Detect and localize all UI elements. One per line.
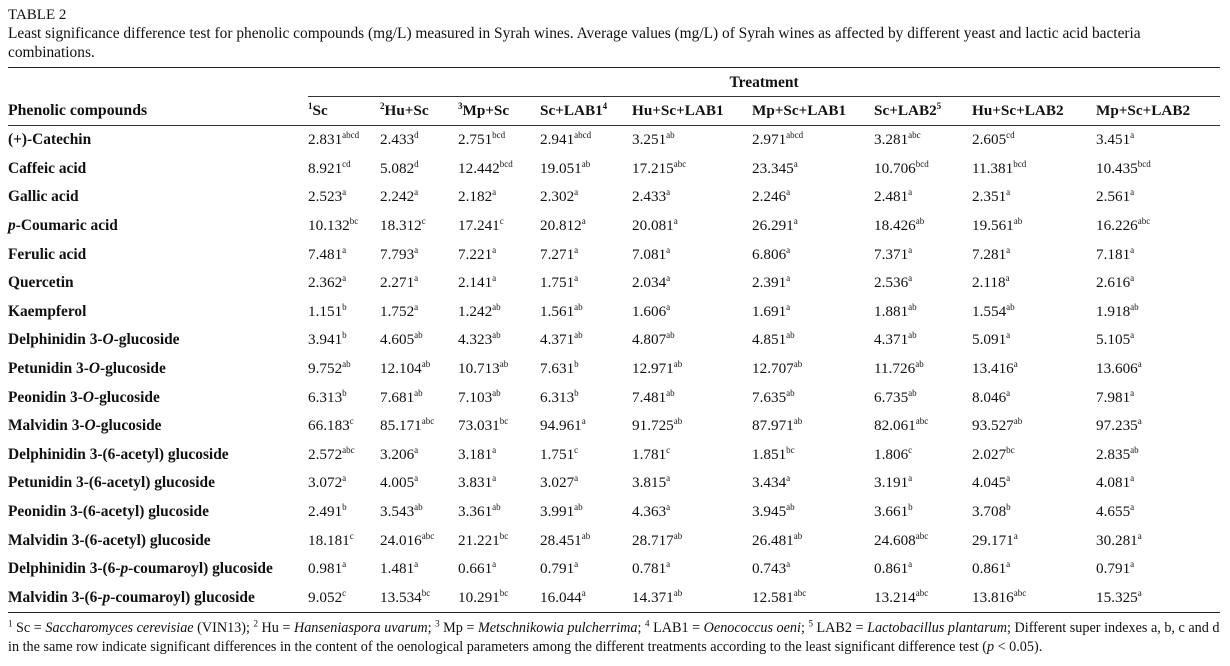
- value-cell: 11.381$^{bcd}$: [972, 158, 1027, 177]
- value-cell: 7.221$^a$: [458, 244, 497, 263]
- value-cell: 7.103$^{ab}$: [458, 387, 501, 406]
- value-cell: 3.815$^a$: [632, 473, 671, 492]
- table-row: [8, 183, 1220, 212]
- compound-name: Delphinidin 3-O-glucoside: [8, 331, 180, 349]
- value-cell: 2.433$^d$: [380, 130, 419, 149]
- value-cell: 91.725$^{ab}$: [632, 416, 683, 435]
- value-cell: 28.451$^{ab}$: [540, 530, 591, 549]
- value-cell: 2.271$^a$: [380, 273, 419, 292]
- value-cell: 4.605$^{ab}$: [380, 330, 423, 349]
- bottom-rule: [8, 612, 1220, 613]
- value-cell: 1.918$^{ab}$: [1096, 301, 1139, 320]
- value-cell: 2.302$^a$: [540, 187, 579, 206]
- value-cell: 3.206$^a$: [380, 444, 419, 463]
- value-cell: 1.752$^a$: [380, 301, 419, 320]
- value-cell: 1.151$^b$: [308, 301, 347, 320]
- table-label: TABLE 2: [8, 7, 67, 23]
- value-cell: 3.451$^a$: [1096, 130, 1135, 149]
- value-cell: 14.371$^{ab}$: [632, 587, 683, 606]
- value-cell: 18.312$^c$: [380, 216, 426, 235]
- value-cell: 2.561$^a$: [1096, 187, 1135, 206]
- value-cell: 4.005$^a$: [380, 473, 419, 492]
- value-cell: 12.581$^{abc}$: [752, 587, 807, 606]
- compound-name: Peonidin 3-O-glucoside: [8, 388, 160, 406]
- compound-name: Caffeic acid: [8, 159, 87, 177]
- value-cell: 82.061$^{abc}$: [874, 416, 929, 435]
- value-cell: 17.241$^c$: [458, 216, 504, 235]
- value-cell: 6.735$^{ab}$: [874, 387, 917, 406]
- table-caption: Least significance difference test for phenolic compounds (mg/L) measured in Syrah wines. Average values (mg/L) of Syrah wines as affected by different yeast and lactic acid bacteria combinations.: [8, 25, 1141, 61]
- table-row: [8, 555, 1220, 584]
- table-body: [8, 126, 1220, 613]
- value-cell: 11.726$^{ab}$: [874, 358, 924, 378]
- value-cell: 4.045$^a$: [972, 473, 1011, 492]
- value-cell: 10.435$^{bcd}$: [1096, 158, 1151, 177]
- value-cell: 7.981$^a$: [1096, 387, 1135, 406]
- value-cell: 7.081$^a$: [632, 244, 671, 263]
- value-cell: 6.806$^a$: [752, 244, 791, 263]
- treatment-header: Treatment: [308, 68, 1220, 97]
- column-header-3: $^3$Mp+Sc: [458, 97, 540, 126]
- value-cell: 5.091$^a$: [972, 330, 1011, 349]
- column-header-5: Hu+Sc+LAB1: [632, 97, 752, 126]
- value-cell: 0.781$^a$: [632, 559, 671, 578]
- table-row: [8, 126, 1220, 155]
- value-cell: 21.221$^{bc}$: [458, 530, 509, 549]
- value-cell: 6.313$^b$: [540, 387, 579, 406]
- value-cell: 12.971$^{ab}$: [632, 358, 683, 378]
- value-cell: 3.181$^a$: [458, 444, 497, 463]
- value-cell: $2.941^{abcd}$: [540, 130, 592, 149]
- value-cell: 1.691$^a$: [752, 301, 791, 320]
- value-cell: 18.426$^{ab}$: [874, 216, 925, 235]
- table-row: [8, 212, 1220, 241]
- value-cell: 1.781$^c$: [632, 444, 671, 463]
- value-cell: 20.081$^a$: [632, 216, 678, 235]
- document: [8, 0, 1220, 656]
- value-cell: 6.313$^b$: [308, 387, 347, 406]
- compound-name: Gallic acid: [8, 188, 79, 206]
- table-row: [8, 441, 1220, 470]
- column-header-7: $Sc+LAB2^5$: [874, 97, 972, 126]
- value-cell: 17.215$^{abc}$: [632, 158, 687, 177]
- value-cell: 2.616$^a$: [1096, 273, 1135, 292]
- value-cell: 1.554$^{ab}$: [972, 301, 1015, 320]
- value-cell: 3.661$^b$: [874, 501, 913, 521]
- value-cell: 3.945$^{ab}$: [752, 501, 795, 521]
- value-cell: 10.706$^{bcd}$: [874, 158, 929, 177]
- value-cell: 1.481$^a$: [380, 559, 419, 578]
- value-cell: 19.051$^{ab}$: [540, 158, 591, 177]
- value-cell: 10.713$^{ab}$: [458, 358, 509, 378]
- value-cell: 2.572$^{abc}$: [308, 444, 355, 463]
- column-header-row: [8, 97, 1220, 126]
- value-cell: 9.052$^c$: [308, 587, 347, 606]
- compound-name: Delphinidin 3-(6-p-coumaroyl) glucoside: [8, 560, 273, 578]
- phenolic-table: [8, 68, 1220, 612]
- value-cell: 97.235$^a$: [1096, 416, 1142, 435]
- value-cell: 2.391$^a$: [752, 273, 791, 292]
- table-row: [8, 355, 1220, 384]
- value-cell: 4.323$^{ab}$: [458, 330, 501, 349]
- value-cell: 0.861$^a$: [972, 559, 1011, 578]
- value-cell: 24.016$^{abc}$: [380, 530, 435, 549]
- compound-name: Malvidin 3-O-glucoside: [8, 417, 162, 435]
- value-cell: 0.743$^a$: [752, 559, 791, 578]
- value-cell: 12.707$^{ab}$: [752, 358, 803, 378]
- value-cell: 23.345$^a$: [752, 158, 798, 177]
- value-cell: 16.044$^a$: [540, 587, 586, 606]
- value-cell: 2.481$^a$: [874, 187, 913, 206]
- value-cell: 29.171$^a$: [972, 530, 1018, 549]
- value-cell: 7.793$^a$: [380, 244, 419, 263]
- value-cell: 19.561$^{ab}$: [972, 216, 1023, 235]
- value-cell: 12.442$^{bcd}$: [458, 158, 513, 177]
- value-cell: 3.941$^b$: [308, 330, 347, 349]
- value-cell: 0.981$^a$: [308, 559, 347, 578]
- table-row: [8, 584, 1220, 613]
- value-cell: 2.362$^a$: [308, 273, 347, 292]
- value-cell: 4.371$^{ab}$: [540, 330, 583, 349]
- value-cell: 0.791$^a$: [1096, 559, 1135, 578]
- value-cell: 18.181$^c$: [308, 530, 354, 549]
- table-row: [8, 412, 1220, 441]
- value-cell: 3.027$^a$: [540, 473, 579, 492]
- value-cell: 4.655$^a$: [1096, 501, 1135, 521]
- column-header-4: $Sc+LAB1^4$: [540, 97, 632, 126]
- value-cell: 2.835$^{ab}$: [1096, 444, 1139, 463]
- column-header-1: $^1$Sc: [308, 97, 380, 126]
- value-cell: 2.246$^a$: [752, 187, 791, 206]
- table-row: [8, 155, 1220, 184]
- value-cell: 28.717$^{ab}$: [632, 530, 683, 549]
- value-cell: 7.481$^a$: [308, 244, 347, 263]
- value-cell: 3.831$^a$: [458, 473, 497, 492]
- compound-name: Malvidin 3-(6-p-coumaroyl) glucoside: [8, 588, 255, 606]
- value-cell: 93.527$^{ab}$: [972, 416, 1023, 435]
- value-cell: 7.481$^{ab}$: [632, 387, 675, 406]
- value-cell: 2.141$^a$: [458, 273, 497, 292]
- value-cell: 0.861$^a$: [874, 559, 913, 578]
- value-cell: 13.606$^a$: [1096, 358, 1142, 378]
- table-row: [8, 269, 1220, 298]
- value-cell: 13.534$^{bc}$: [380, 587, 431, 606]
- value-cell: 2.027$^{bc}$: [972, 444, 1015, 463]
- column-header-2: $^2$Hu+Sc: [380, 97, 458, 126]
- value-cell: $2.971^{abcd}$: [752, 130, 804, 149]
- value-cell: 20.812$^a$: [540, 216, 586, 235]
- value-cell: 3.191$^a$: [874, 473, 913, 492]
- table-row: [8, 469, 1220, 498]
- table-row: [8, 326, 1220, 355]
- value-cell: 24.608$^{abc}$: [874, 530, 929, 549]
- treatment-header-row: [8, 68, 1220, 97]
- compound-name: Petunidin 3-O-glucoside: [8, 360, 166, 378]
- value-cell: 4.363$^a$: [632, 501, 671, 521]
- value-cell: 7.271$^a$: [540, 244, 579, 263]
- column-header-6: Mp+Sc+LAB1: [752, 97, 874, 126]
- value-cell: 7.371$^a$: [874, 244, 913, 263]
- value-cell: 8.921$^{cd}$: [308, 158, 351, 177]
- value-cell: 30.281$^a$: [1096, 530, 1142, 549]
- value-cell: 1.751$^c$: [540, 444, 579, 463]
- value-cell: 1.851$^{bc}$: [752, 444, 795, 463]
- value-cell: 85.171$^{abc}$: [380, 416, 435, 435]
- value-cell: 8.046$^a$: [972, 387, 1011, 406]
- value-cell: 2.242$^a$: [380, 187, 419, 206]
- value-cell: 12.104$^{ab}$: [380, 358, 431, 378]
- value-cell: 4.081$^a$: [1096, 473, 1135, 492]
- table-row: [8, 498, 1220, 527]
- value-cell: 2.034$^a$: [632, 273, 671, 292]
- value-cell: 2.351$^a$: [972, 187, 1011, 206]
- value-cell: 5.105$^a$: [1096, 330, 1135, 349]
- value-cell: 3.072$^a$: [308, 473, 347, 492]
- value-cell: 1.606$^a$: [632, 301, 671, 320]
- compound-name: Ferulic acid: [8, 245, 87, 263]
- value-cell: 2.523$^a$: [308, 187, 347, 206]
- value-cell: 4.807$^{ab}$: [632, 330, 675, 349]
- value-cell: $2.831^{abcd}$: [308, 130, 360, 149]
- value-cell: 15.325$^a$: [1096, 587, 1142, 606]
- value-cell: 2.433$^a$: [632, 187, 671, 206]
- value-cell: 0.661$^a$: [458, 559, 497, 578]
- value-cell: 3.361$^{ab}$: [458, 501, 501, 521]
- value-cell: 1.806$^c$: [874, 444, 913, 463]
- value-cell: 66.183$^c$: [308, 416, 354, 435]
- value-cell: 13.214$^{abc}$: [874, 587, 929, 606]
- value-cell: 26.291$^a$: [752, 216, 798, 235]
- compound-name: p-Coumaric acid: [8, 217, 118, 235]
- column-header-9: Mp+Sc+LAB2: [1096, 97, 1220, 126]
- compound-column-header: Phenolic compounds: [8, 97, 308, 126]
- value-cell: 7.631$^b$: [540, 358, 579, 378]
- value-cell: 2.491$^b$: [308, 501, 347, 521]
- value-cell: 2.118$^a$: [972, 273, 1010, 292]
- value-cell: 5.082$^d$: [380, 158, 419, 177]
- table-row: [8, 526, 1220, 555]
- value-cell: 1.242$^{ab}$: [458, 301, 501, 320]
- value-cell: 3.708$^b$: [972, 501, 1011, 521]
- value-cell: 13.416$^a$: [972, 358, 1018, 378]
- value-cell: 10.291$^{bc}$: [458, 587, 509, 606]
- compound-name: Kaempferol: [8, 302, 87, 320]
- footnote: $^1$ Sc = Saccharomyces cerevisiae (VIN13); $^2$ Hu = Hanseniaspora uvarum; $^3$ Mp = Metschnikowia pulcherrima; $^4$ LAB1 = Oenococcus oeni; $^5$ LAB2 = Lactobacillus plantarum; Different super indexes a, b, c and d in the same row indicate significant differences in the content of the oenological parameters among the different treatments according to the least significant difference test (p < 0.05).: [8, 618, 1220, 655]
- value-cell: 1.561$^{ab}$: [540, 301, 583, 320]
- value-cell: 1.881$^{ab}$: [874, 301, 917, 320]
- compound-name: Malvidin 3-(6-acetyl) glucoside: [8, 531, 211, 549]
- value-cell: 7.281$^a$: [972, 244, 1011, 263]
- value-cell: 26.481$^{ab}$: [752, 530, 803, 549]
- value-cell: 3.281$^{abc}$: [874, 130, 921, 149]
- value-cell: 3.991$^{ab}$: [540, 501, 583, 521]
- value-cell: 7.181$^a$: [1096, 244, 1135, 263]
- compound-name: Delphinidin 3-(6-acetyl) glucoside: [8, 445, 229, 463]
- value-cell: 7.681$^{ab}$: [380, 387, 423, 406]
- value-cell: 10.132$^{bc}$: [308, 216, 359, 235]
- value-cell: 3.434$^a$: [752, 473, 791, 492]
- table-row: [8, 298, 1220, 327]
- value-cell: 3.251$^{ab}$: [632, 130, 675, 149]
- value-cell: 2.751$^{bcd}$: [458, 130, 506, 149]
- value-cell: 16.226$^{abc}$: [1096, 216, 1151, 235]
- value-cell: 0.791$^a$: [540, 559, 579, 578]
- value-cell: 2.536$^a$: [874, 273, 913, 292]
- value-cell: 9.752$^{ab}$: [308, 358, 351, 378]
- value-cell: 7.635$^{ab}$: [752, 387, 795, 406]
- column-header-8: Hu+Sc+LAB2: [972, 97, 1096, 126]
- table-row: [8, 383, 1220, 412]
- value-cell: 4.371$^{ab}$: [874, 330, 917, 349]
- value-cell: 73.031$^{bc}$: [458, 416, 509, 435]
- compound-name: Petunidin 3-(6-acetyl) glucoside: [8, 474, 215, 492]
- value-cell: 94.961$^a$: [540, 416, 586, 435]
- value-cell: 13.816$^{abc}$: [972, 587, 1027, 606]
- value-cell: 2.605$^{cd}$: [972, 130, 1015, 149]
- value-cell: 1.751$^a$: [540, 273, 579, 292]
- compound-name: (+)-Catechin: [8, 131, 92, 149]
- compound-name: Quercetin: [8, 274, 74, 292]
- value-cell: 3.543$^{ab}$: [380, 501, 423, 521]
- table-row: [8, 240, 1220, 269]
- compound-name: Peonidin 3-(6-acetyl) glucoside: [8, 503, 209, 521]
- value-cell: 87.971$^{ab}$: [752, 416, 803, 435]
- value-cell: 4.851$^{ab}$: [752, 330, 795, 349]
- value-cell: 2.182$^a$: [458, 187, 497, 206]
